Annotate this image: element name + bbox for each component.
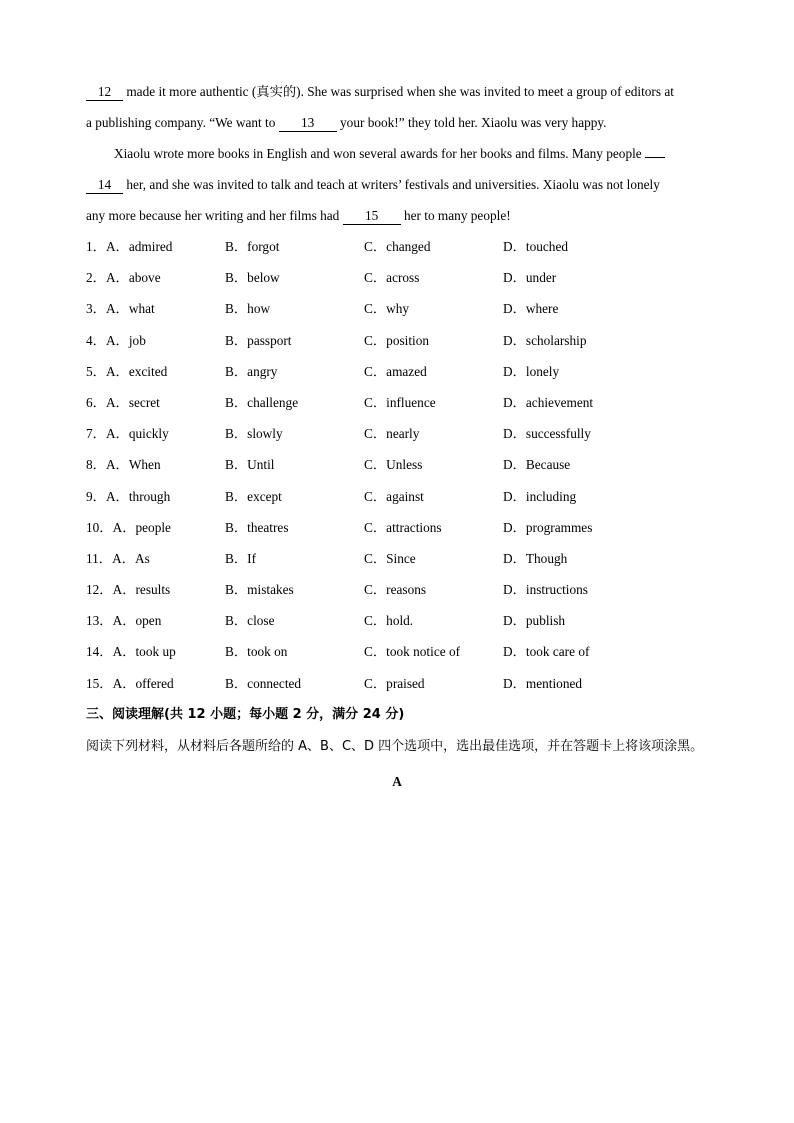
question-number-and-option-a xyxy=(86,359,167,384)
option-a: A．job xyxy=(105,332,146,348)
question-number: 9． xyxy=(86,488,106,504)
option-a: A．As xyxy=(112,550,150,566)
option-b: B．challenge xyxy=(225,394,299,410)
option-c: C．why xyxy=(364,301,410,317)
question-number: 5． xyxy=(86,363,106,379)
option-b: B．except xyxy=(225,488,282,504)
option-d: D．publish xyxy=(503,613,566,629)
option-d: D．instructions xyxy=(503,582,588,598)
option-c: C．reasons xyxy=(364,582,427,598)
option-b: B．connected xyxy=(225,675,302,691)
question-number: 15． xyxy=(86,675,113,691)
question-row xyxy=(86,390,708,421)
option-a: A．took up xyxy=(112,644,176,660)
section-heading: 三、阅读理解(共 12 小题；每小题 2 分，满分 24 分) xyxy=(86,706,405,722)
question-number-and-option-a xyxy=(86,296,155,321)
passage-line-4 xyxy=(86,172,708,203)
passage-text: a publishing company. “We want to xyxy=(86,115,276,130)
question-number-and-option-a xyxy=(86,577,170,602)
question-number-and-option-a xyxy=(86,234,172,259)
blank-15: 15 xyxy=(343,208,401,225)
option-d: D．under xyxy=(503,270,557,286)
option-c: C．against xyxy=(364,488,424,504)
question-number-and-option-a xyxy=(86,515,171,540)
question-number: 10． xyxy=(86,519,113,535)
blank-14-start xyxy=(645,157,665,158)
document-page xyxy=(86,79,708,792)
option-b: B．mistakes xyxy=(225,582,294,598)
section-instruction: 阅读下列材料，从材料后各题所给的 A、B、C、D 四个选项中，选出最佳选项，并在答题卡上将该项涂黑。 xyxy=(86,738,704,754)
passage-line-1 xyxy=(86,79,708,110)
question-number: 1． xyxy=(86,239,106,254)
option-d: D．programmes xyxy=(503,519,593,535)
passage-text: your book!” they told her. Xiaolu was very happy. xyxy=(340,115,607,130)
option-b: B．theatres xyxy=(225,519,289,535)
question-row xyxy=(86,577,708,608)
option-c: C．nearly xyxy=(364,426,420,442)
question-number: 4． xyxy=(86,332,106,348)
question-number-and-option-a xyxy=(86,546,150,571)
option-b: B．below xyxy=(225,270,280,286)
option-c: C．influence xyxy=(364,394,436,410)
question-row xyxy=(86,421,708,452)
question-number-and-option-a xyxy=(86,265,161,290)
question-number: 6． xyxy=(86,394,106,410)
question-row xyxy=(86,452,708,483)
option-a: A．excited xyxy=(105,363,168,379)
option-a: A．When xyxy=(105,457,161,473)
option-a: A．people xyxy=(112,519,171,535)
option-d: D．touched xyxy=(503,239,568,254)
option-d: D．scholarship xyxy=(503,332,587,348)
option-c: C．hold. xyxy=(364,613,414,629)
passage-text: her to many people! xyxy=(403,208,511,223)
option-c: C．position xyxy=(364,332,430,348)
option-d: D．lonely xyxy=(503,363,560,379)
question-number: 14． xyxy=(86,644,113,660)
passage-text: made it more authentic (真实的). She was surprised when she was invited to meet a group of editors at xyxy=(126,84,674,99)
question-number-and-option-a xyxy=(86,390,160,415)
question-number-and-option-a xyxy=(86,639,176,664)
question-number-and-option-a xyxy=(86,671,174,696)
option-d: D．mentioned xyxy=(503,675,583,691)
passage-text: Xiaolu wrote more books in English and won several awards for her books and films. Many people xyxy=(114,146,642,161)
option-c: C．amazed xyxy=(364,363,427,379)
option-d: D．Because xyxy=(503,457,571,473)
question-number: 7． xyxy=(86,426,106,442)
option-d: D．took care of xyxy=(503,644,590,660)
question-row xyxy=(86,671,708,702)
question-number-and-option-a xyxy=(86,452,161,477)
option-c: C．Since xyxy=(364,550,416,566)
option-d: D．achievement xyxy=(503,394,594,410)
passage-line-2 xyxy=(86,110,708,141)
question-row xyxy=(86,359,708,390)
question-row xyxy=(86,515,708,546)
option-c: C．attractions xyxy=(364,519,442,535)
option-b: B．angry xyxy=(225,363,278,379)
question-row xyxy=(86,546,708,577)
option-c: C．took notice of xyxy=(364,644,461,660)
option-a: A．through xyxy=(105,488,171,504)
question-row xyxy=(86,484,708,515)
option-a: A．results xyxy=(112,582,171,598)
passage-text: her, and she was invited to talk and teach at writers’ festivals and universities. Xiaolu was not lonely xyxy=(126,177,660,192)
question-row xyxy=(86,608,708,639)
option-d: D．including xyxy=(503,488,577,504)
option-c: C．across xyxy=(364,270,420,286)
option-c: C．Unless xyxy=(364,457,423,473)
option-a: A．admired xyxy=(105,239,173,254)
option-d: D．where xyxy=(503,301,559,317)
option-a: A．offered xyxy=(112,675,174,691)
question-number-and-option-a xyxy=(86,421,169,446)
question-row xyxy=(86,296,708,327)
passage-line-3 xyxy=(86,141,708,172)
question-number: 2． xyxy=(86,270,106,286)
option-b: B．how xyxy=(225,301,271,317)
question-row xyxy=(86,265,708,296)
question-number-and-option-a xyxy=(86,608,161,633)
option-a: A．above xyxy=(105,270,161,286)
option-a: A．quickly xyxy=(105,426,169,442)
option-b: B．passport xyxy=(225,332,292,348)
question-number: 3． xyxy=(86,301,106,317)
option-b: B．forgot xyxy=(225,239,280,254)
option-a: A．secret xyxy=(105,394,160,410)
question-number-and-option-a xyxy=(86,484,170,509)
question-number-and-option-a xyxy=(86,328,146,353)
option-d: D．successfully xyxy=(503,426,591,442)
question-row xyxy=(86,328,708,359)
option-a: A．what xyxy=(105,301,155,317)
question-row xyxy=(86,639,708,670)
option-b: B．slowly xyxy=(225,426,283,442)
option-d: D．Though xyxy=(503,550,568,566)
passage-line-5 xyxy=(86,203,708,234)
question-number: 12． xyxy=(86,582,113,598)
option-b: B．Until xyxy=(225,457,275,473)
question-number: 13． xyxy=(86,613,113,629)
option-c: C．changed xyxy=(364,239,431,254)
option-c: C．praised xyxy=(364,675,425,691)
blank-14: 14 xyxy=(86,177,123,194)
part-label: A xyxy=(392,773,402,789)
question-number: 11． xyxy=(86,550,113,566)
option-b: B．If xyxy=(225,550,257,566)
option-b: B．took on xyxy=(225,644,288,660)
options-list xyxy=(86,234,708,702)
question-number: 8． xyxy=(86,457,106,473)
option-b: B．close xyxy=(225,613,275,629)
question-row xyxy=(86,234,708,265)
blank-13: 13 xyxy=(279,115,337,132)
option-a: A．open xyxy=(112,613,162,629)
passage-text: any more because her writing and her films had xyxy=(86,208,340,223)
blank-12: 12 xyxy=(86,84,123,101)
